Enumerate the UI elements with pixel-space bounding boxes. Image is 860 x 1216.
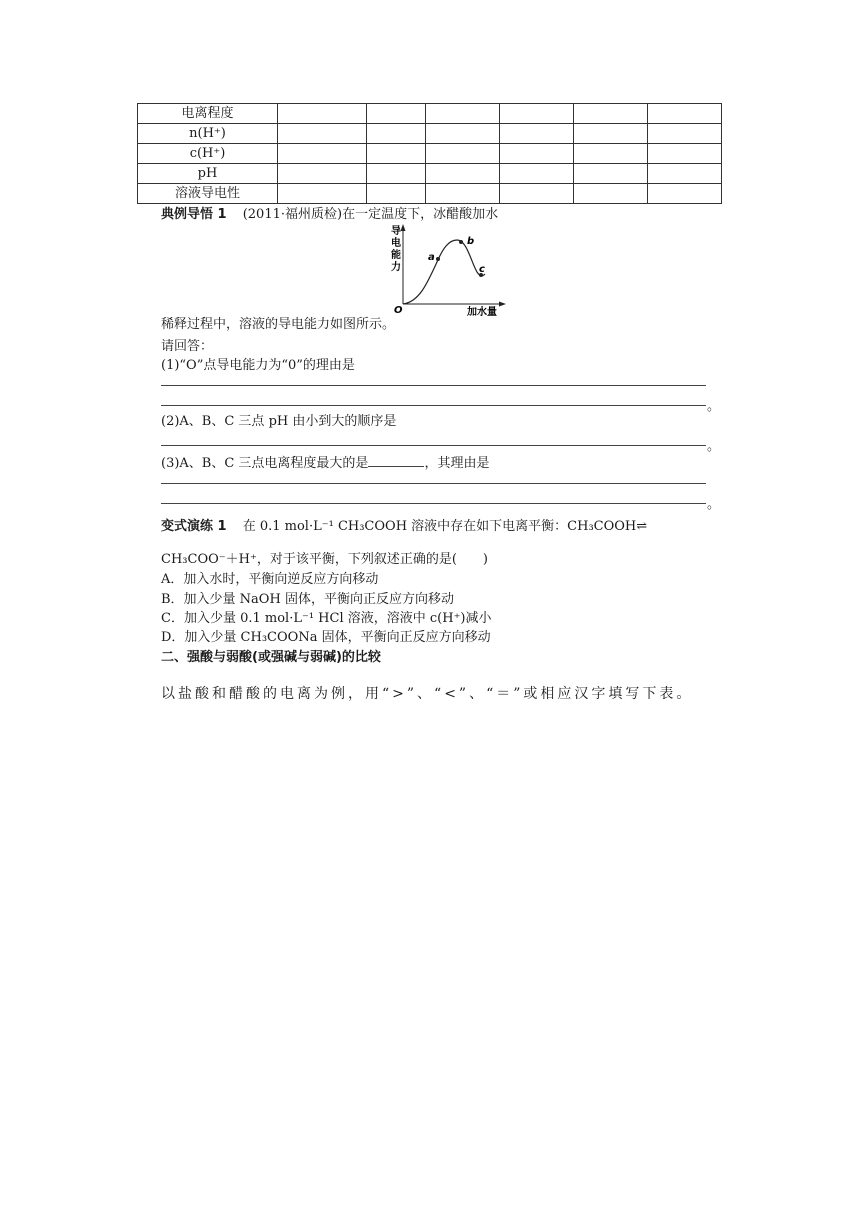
variant-heading (161, 519, 647, 535)
answer-blank[interactable] (161, 445, 706, 446)
origin-label: O (394, 305, 403, 316)
example-heading (161, 207, 498, 223)
inline-blank[interactable] (368, 454, 424, 467)
y-label-char: 能 (391, 250, 401, 261)
option-d: D．加入少量 CH₃COONa 固体，平衡向正反应方向移动 (161, 630, 491, 645)
table-row (138, 164, 722, 184)
row-header: n(H⁺) (138, 124, 278, 144)
example-intro: 在一定温度下，冰醋酸加水 (342, 207, 499, 222)
x-label: 加水量 (467, 307, 497, 318)
conductivity-curve (403, 240, 485, 304)
example-ask: 请回答： (161, 339, 214, 354)
variant-label: 变式演练 1 (161, 519, 227, 534)
conductivity-figure (385, 222, 510, 318)
option-a: A．加入水时，平衡向逆反应方向移动 (161, 572, 379, 587)
example-source: (2011·福州质检) (242, 207, 343, 222)
table-row (138, 104, 722, 124)
example-label: 典例导悟 1 (161, 207, 227, 222)
y-axis-arrow (401, 224, 406, 231)
option-c: C．加入少量 0.1 mol·L⁻¹ HCl 溶液，溶液中 c(H⁺)减小 (161, 611, 492, 626)
question-1: (1)“O”点导电能力为“0”的理由是 (161, 358, 355, 373)
table-row (138, 124, 722, 144)
question-3 (161, 454, 489, 472)
period: 。 (707, 497, 721, 512)
table-row (138, 144, 722, 164)
answer-blank[interactable] (161, 483, 706, 484)
point-a (436, 257, 440, 261)
question-2: (2)A、B、C 三点 pH 由小到大的顺序是 (161, 414, 397, 429)
question-3-text: ，其理由是 (424, 456, 490, 471)
point-label-b: b (467, 236, 475, 247)
x-axis-arrow (499, 302, 506, 307)
row-header: pH (138, 164, 278, 184)
point-b (459, 240, 463, 244)
point-label-a: a (428, 252, 435, 263)
period: 。 (707, 439, 721, 454)
answer-blank[interactable] (161, 385, 706, 386)
section-title: 二、强酸与弱酸(或强碱与弱碱)的比较 (161, 650, 381, 665)
row-header: 溶液导电性 (138, 184, 278, 204)
answer-blank[interactable] (161, 503, 706, 504)
row-header: c(H⁺) (138, 144, 278, 164)
row-header: 电离程度 (138, 104, 278, 124)
y-label-char: 力 (391, 262, 401, 273)
variant-stem: 在 0.1 mol·L⁻¹ CH₃COOH 溶液中存在如下电离平衡：CH₃COOH⇌ (242, 519, 648, 534)
section-text: 以盐酸和醋酸的电离为例，用“>”、“<”、“＝”或相应汉字填写下表。 (161, 686, 694, 702)
y-label-char: 电 (391, 238, 401, 249)
point-label-c: c (479, 264, 485, 275)
example-continued: 稀释过程中，溶液的导电能力如图所示。 (161, 317, 396, 332)
question-3-text: (3)A、B、C 三点电离程度最大的是 (161, 456, 369, 471)
answer-blank[interactable] (161, 405, 706, 406)
comparison-table (137, 103, 722, 204)
y-label-char: 导 (391, 226, 401, 237)
option-b: B．加入少量 NaOH 固体，平衡向正反应方向移动 (161, 592, 454, 607)
table-row (138, 184, 722, 204)
period: 。 (707, 399, 721, 414)
variant-stem-2: CH₃COO⁻＋H⁺，对于该平衡，下列叙述正确的是( ) (161, 552, 488, 567)
